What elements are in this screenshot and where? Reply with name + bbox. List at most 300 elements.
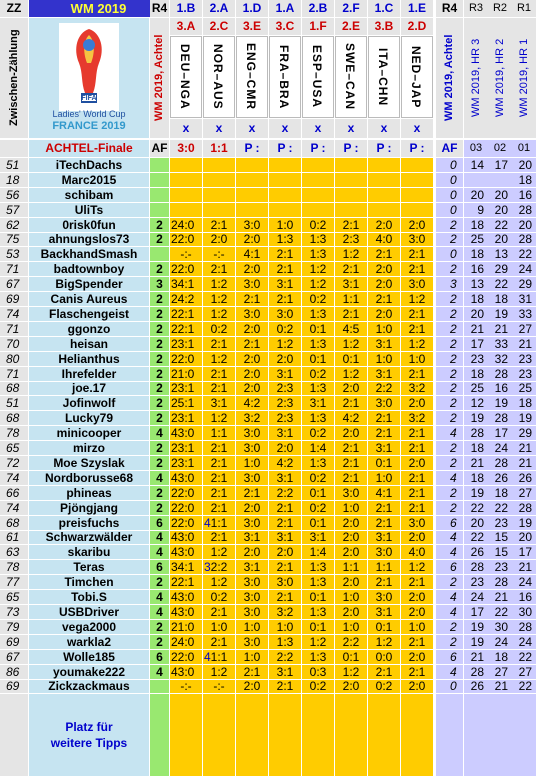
tip-value: 0:2 (309, 292, 327, 306)
tip-cell (368, 620, 400, 634)
tip-value: 0:2 (210, 322, 228, 336)
tip-value: 2:1 (342, 471, 360, 485)
r1-value: 27 (512, 665, 536, 679)
tip-cell (368, 367, 400, 381)
tip-cell (170, 516, 202, 530)
tip-cell (203, 233, 235, 246)
tip-points: 2 (171, 352, 178, 366)
tip-value: 2:0 (243, 322, 261, 336)
tip-value: 2:1 (408, 471, 426, 485)
tip-value: 2:1 (342, 441, 360, 455)
tip-cell (203, 575, 235, 589)
tip-value: 0:1 (342, 650, 360, 664)
tip-value: 3:0 (342, 486, 360, 500)
tip-cell (335, 590, 367, 604)
r4-value: 2 (436, 396, 463, 410)
player-name: vega2000 (29, 620, 149, 634)
af-points (150, 247, 169, 261)
tip-cell (302, 575, 334, 589)
tip-value: 2:0 (177, 233, 195, 246)
match-mark: x (302, 119, 334, 138)
r3-value: 21 (464, 322, 488, 336)
tip-cell (236, 516, 268, 530)
zz-value: 61 (0, 531, 28, 544)
tip-points: 4 (171, 665, 178, 679)
tip-cell (170, 456, 202, 470)
tip-value: 1:0 (375, 322, 393, 336)
tip-points: 4 (171, 426, 178, 440)
r3-value: 18 (464, 441, 488, 455)
tip-value: 4:2 (342, 411, 360, 425)
tip-cell (236, 531, 268, 544)
tip-value: 2:1 (210, 486, 228, 500)
tip-value: 2:1 (210, 218, 228, 232)
r2-value: 22 (488, 277, 512, 291)
tip-value: 2:0 (408, 218, 426, 232)
tip-cell (335, 680, 367, 693)
af-points: 6 (150, 516, 169, 530)
result-cell: P : (302, 140, 334, 157)
tip-cell (269, 590, 301, 604)
tip-cell (170, 560, 202, 574)
tip-value: 1:2 (309, 635, 327, 649)
zz-value: 71 (0, 322, 28, 336)
tip-cell (302, 545, 334, 559)
tip-value: 2:1 (276, 590, 294, 604)
tip-cell (170, 382, 202, 395)
zz-cell (0, 694, 28, 776)
af-points: 2 (150, 337, 169, 351)
tip-value: 1:2 (342, 337, 360, 351)
zz-value: 86 (0, 665, 28, 679)
tip-cell (269, 501, 301, 515)
r1-value: 20 (512, 158, 536, 172)
af-points: 2 (150, 501, 169, 515)
tip-value: 1:3 (309, 560, 327, 574)
zz-value: 78 (0, 426, 28, 440)
tip-value: 3:0 (243, 218, 261, 232)
tip-value: 2:0 (408, 456, 426, 470)
af-points: 2 (150, 396, 169, 410)
player-name: Flaschengeist (29, 307, 149, 321)
tip-value: 2:1 (210, 471, 228, 485)
tip-cell (401, 203, 433, 217)
tip-value: 2:0 (342, 575, 360, 589)
tip-cell (368, 247, 400, 261)
tip-cell (236, 292, 268, 306)
r4-filler (436, 694, 463, 776)
tip-cell (203, 218, 235, 232)
round-header: R3 (464, 0, 488, 17)
tip-points: 3 (204, 560, 211, 574)
af-points: 2 (150, 382, 169, 395)
tip-cell (302, 203, 334, 217)
r1-value: 24 (512, 262, 536, 276)
tip-cell (401, 307, 433, 321)
tip-value: 1:3 (309, 650, 327, 664)
r4-header: R4 (436, 0, 463, 17)
section-title: ACHTEL-Finale (29, 140, 149, 157)
tip-value: -:- (180, 680, 192, 693)
tip-value: 1:0 (276, 218, 294, 232)
r3-value: 21 (464, 456, 488, 470)
tip-value: 1:3 (276, 635, 294, 649)
tip-cell (335, 322, 367, 336)
tip-cell (269, 665, 301, 679)
tip-cell (170, 203, 202, 217)
af-points: 2 (150, 411, 169, 425)
tip-value: 2:1 (408, 501, 426, 515)
tip-value: 1:0 (177, 620, 195, 634)
zz-value: 18 (0, 173, 28, 187)
tip-value: 0:0 (375, 650, 393, 664)
tip-filler (335, 694, 367, 776)
tip-value: 4:5 (342, 322, 360, 336)
tip-value: 2:0 (177, 352, 195, 366)
player-name: Nordborusse68 (29, 471, 149, 485)
r3-value: 19 (464, 411, 488, 425)
tip-cell (170, 233, 202, 246)
tip-cell (236, 545, 268, 559)
tip-value: 1:3 (309, 233, 327, 246)
tip-points: 2 (171, 396, 178, 410)
tip-cell (368, 188, 400, 202)
tip-value: 2:1 (276, 516, 294, 530)
tip-value: 3:0 (408, 277, 426, 291)
tip-cell (236, 605, 268, 619)
tip-cell (302, 635, 334, 649)
tip-value: 1:2 (210, 411, 228, 425)
r4-value: 2 (436, 486, 463, 500)
tip-cell (401, 665, 433, 679)
tip-cell (302, 396, 334, 410)
r4-value: 2 (436, 367, 463, 381)
tip-points: 3 (171, 560, 178, 574)
player-name: Ihrefelder (29, 367, 149, 381)
tip-cell (368, 605, 400, 619)
tip-value: 1:2 (210, 545, 228, 559)
tip-value: 2:1 (375, 426, 393, 440)
af-points: 4 (150, 545, 169, 559)
tip-cell (401, 218, 433, 232)
tip-value: 2:0 (243, 501, 261, 515)
tip-cell (269, 441, 301, 455)
tip-cell (335, 188, 367, 202)
r4-value: 2 (436, 262, 463, 276)
tip-cell (401, 277, 433, 291)
tip-value: 2:1 (375, 292, 393, 306)
tip-value: 2:0 (342, 605, 360, 619)
zz-value: 79 (0, 620, 28, 634)
tip-cell (368, 635, 400, 649)
tip-cell (203, 322, 235, 336)
tip-cell (302, 411, 334, 425)
tip-cell (236, 367, 268, 381)
r4-value: 2 (436, 218, 463, 232)
tip-points: 2 (171, 292, 178, 306)
tip-value: 2:1 (408, 486, 426, 500)
match-code-bottom: 3.E (236, 18, 268, 35)
player-name: Timchen (29, 575, 149, 589)
match-mark: x (170, 119, 202, 138)
tip-cell (335, 262, 367, 276)
match-mark: x (236, 119, 268, 138)
tip-cell (203, 307, 235, 321)
tip-value: 2:1 (210, 367, 228, 381)
af-points: 2 (150, 486, 169, 500)
tip-cell (269, 233, 301, 246)
tip-value: 2:1 (276, 680, 294, 693)
tip-cell (269, 396, 301, 410)
tip-cell (335, 575, 367, 589)
af-points (150, 158, 169, 172)
tip-value: 2:0 (243, 680, 261, 693)
player-name: Canis Aureus (29, 292, 149, 306)
tip-cell (170, 650, 202, 664)
tip-cell (170, 620, 202, 634)
r3-value: 26 (464, 545, 488, 559)
tip-value: 1:2 (276, 337, 294, 351)
tip-value: 2:0 (177, 262, 195, 276)
tip-value: 5:1 (177, 396, 195, 410)
tip-cell (335, 516, 367, 530)
tip-value: 2:1 (375, 575, 393, 589)
r1-value: 22 (512, 680, 536, 693)
tip-cell (368, 396, 400, 410)
r2-value: 16 (488, 382, 512, 395)
tip-value: 2:1 (342, 396, 360, 410)
match-code-bottom: 2.D (401, 18, 433, 35)
tip-points: 2 (171, 575, 178, 589)
tip-value: 1:2 (408, 560, 426, 574)
result-cell: P : (368, 140, 400, 157)
tip-cell (401, 188, 433, 202)
tip-cell (203, 501, 235, 515)
tip-value: 1:0 (243, 620, 261, 634)
r4-value: 6 (436, 516, 463, 530)
tip-value: 2:0 (177, 486, 195, 500)
tip-value: 1:0 (342, 590, 360, 604)
tip-value: 0:2 (210, 590, 228, 604)
tip-cell (269, 635, 301, 649)
match-mark: x (203, 119, 235, 138)
tip-value: 2:1 (342, 262, 360, 276)
tip-value: 2:0 (342, 531, 360, 544)
tip-cell (401, 426, 433, 440)
tip-value: 2:0 (177, 650, 195, 664)
tip-value: 2:2 (276, 486, 294, 500)
match-header: ESP–USA (302, 36, 334, 118)
r3-value: 19 (464, 635, 488, 649)
r2-value: 13 (488, 247, 512, 261)
player-name: badtownboy (29, 262, 149, 276)
tip-cell (302, 188, 334, 202)
zz-value: 75 (0, 233, 28, 246)
tip-cell (401, 456, 433, 470)
tip-cell (401, 531, 433, 544)
af-points: 4 (150, 531, 169, 544)
tip-cell (170, 277, 202, 291)
tip-cell (302, 247, 334, 261)
tip-cell (203, 382, 235, 395)
tip-value: 3:2 (276, 605, 294, 619)
match-code-top: 1.A (269, 0, 301, 17)
tip-value: 2:0 (276, 441, 294, 455)
tip-value: 2:2 (342, 635, 360, 649)
af-points: 4 (150, 426, 169, 440)
zz-value: 69 (0, 680, 28, 693)
zz-value: 53 (0, 247, 28, 261)
tip-value: 3:0 (276, 307, 294, 321)
r3-value: 23 (464, 352, 488, 366)
tip-cell (401, 382, 433, 395)
tip-value: 2:0 (375, 307, 393, 321)
tip-cell (170, 531, 202, 544)
tip-cell (401, 545, 433, 559)
round-cell: 03 (464, 140, 488, 157)
r1-value: 33 (512, 307, 536, 321)
round-header: R2 (488, 0, 512, 17)
tip-cell (236, 322, 268, 336)
tip-cell (170, 188, 202, 202)
tip-value: 1:0 (243, 456, 261, 470)
tip-cell (368, 203, 400, 217)
r1-value: 21 (512, 560, 536, 574)
tip-value: 2:1 (243, 486, 261, 500)
r4-value: 6 (436, 560, 463, 574)
match-header: DEU–NGA (170, 36, 202, 118)
tip-cell (368, 516, 400, 530)
tip-cell (335, 605, 367, 619)
tip-cell (335, 545, 367, 559)
tip-cell (203, 441, 235, 455)
r1-value: 24 (512, 575, 536, 589)
zz-value: 71 (0, 367, 28, 381)
r4-value: 4 (436, 665, 463, 679)
tip-filler (269, 694, 301, 776)
player-name: Lucky79 (29, 411, 149, 425)
r3-value (464, 173, 488, 187)
r2-value: 28 (488, 456, 512, 470)
tip-cell (170, 307, 202, 321)
tip-value: 2:1 (408, 322, 426, 336)
r2-value: 20 (488, 188, 512, 202)
tip-cell (401, 367, 433, 381)
round-filler (488, 694, 512, 776)
r1-value: 28 (512, 233, 536, 246)
tip-cell (170, 411, 202, 425)
tip-value: 2:0 (375, 218, 393, 232)
r1-value: 29 (512, 426, 536, 440)
tip-value: 1:3 (276, 233, 294, 246)
tip-value: 0:1 (375, 456, 393, 470)
r1-value: 23 (512, 367, 536, 381)
tip-cell (368, 501, 400, 515)
tip-cell (401, 560, 433, 574)
r2-value: 17 (488, 158, 512, 172)
zz-value: 78 (0, 560, 28, 574)
zwischen-zaehlung-label: Zwischen-Zählung (0, 18, 28, 138)
tip-value: 1:3 (309, 247, 327, 261)
tip-value: 1:0 (276, 620, 294, 634)
tip-cell (401, 233, 433, 246)
tip-cell (335, 635, 367, 649)
r2-value: 28 (488, 411, 512, 425)
r3-value: 18 (464, 471, 488, 485)
r1-value: 28 (512, 501, 536, 515)
tip-value: 2:0 (210, 233, 228, 246)
zz-value: 63 (0, 545, 28, 559)
tip-value: 1:3 (309, 575, 327, 589)
tip-value: 1:2 (375, 635, 393, 649)
af-points: 2 (150, 575, 169, 589)
tip-points: 4 (171, 545, 178, 559)
tip-cell (269, 426, 301, 440)
player-name: Zickzackmaus (29, 680, 149, 693)
tip-points: 2 (171, 441, 178, 455)
r4-value: 2 (436, 307, 463, 321)
player-name: schibam (29, 188, 149, 202)
zz-value: 69 (0, 635, 28, 649)
tip-value: 2:1 (408, 307, 426, 321)
r2-value: 15 (488, 531, 512, 544)
tip-value: 3:1 (375, 367, 393, 381)
tip-points: 2 (171, 635, 178, 649)
r1-value: 27 (512, 486, 536, 500)
zz-value: 56 (0, 188, 28, 202)
tip-value: 2:1 (375, 665, 393, 679)
tip-cell (401, 501, 433, 515)
tip-value: 3:1 (375, 337, 393, 351)
zz-value: 74 (0, 501, 28, 515)
tip-value: 2:1 (408, 575, 426, 589)
match-header: ENG–CMR (236, 36, 268, 118)
tip-cell (236, 426, 268, 440)
tip-value: 2:0 (342, 545, 360, 559)
tip-cell (269, 411, 301, 425)
match-code-bottom: 3.A (170, 18, 202, 35)
player-name: 0risk0fun (29, 218, 149, 232)
tip-cell (335, 352, 367, 366)
tip-value: 2:1 (177, 307, 195, 321)
tip-cell (368, 590, 400, 604)
tip-value: 2:0 (408, 590, 426, 604)
tip-cell (269, 382, 301, 395)
zz-value: 80 (0, 352, 28, 366)
tip-cell (203, 188, 235, 202)
tip-value: 0:2 (309, 426, 327, 440)
tip-value: 3:0 (243, 590, 261, 604)
tip-value: 1:3 (309, 382, 327, 395)
r2-value: 18 (488, 650, 512, 664)
zz-value: 74 (0, 307, 28, 321)
r4-value: 2 (436, 337, 463, 351)
af-points: 6 (150, 560, 169, 574)
tip-value: 4:0 (375, 233, 393, 246)
tip-cell (302, 173, 334, 187)
tip-cell (203, 367, 235, 381)
tip-cell (236, 635, 268, 649)
tip-value: 2:0 (408, 605, 426, 619)
tip-value: 2:2 (210, 560, 228, 574)
tip-cell (302, 262, 334, 276)
tip-cell (203, 635, 235, 649)
tip-cell (401, 262, 433, 276)
r3-value: 25 (464, 382, 488, 395)
tip-value: 2:1 (408, 426, 426, 440)
footer-note (29, 694, 149, 776)
tip-value: 4:1 (375, 486, 393, 500)
